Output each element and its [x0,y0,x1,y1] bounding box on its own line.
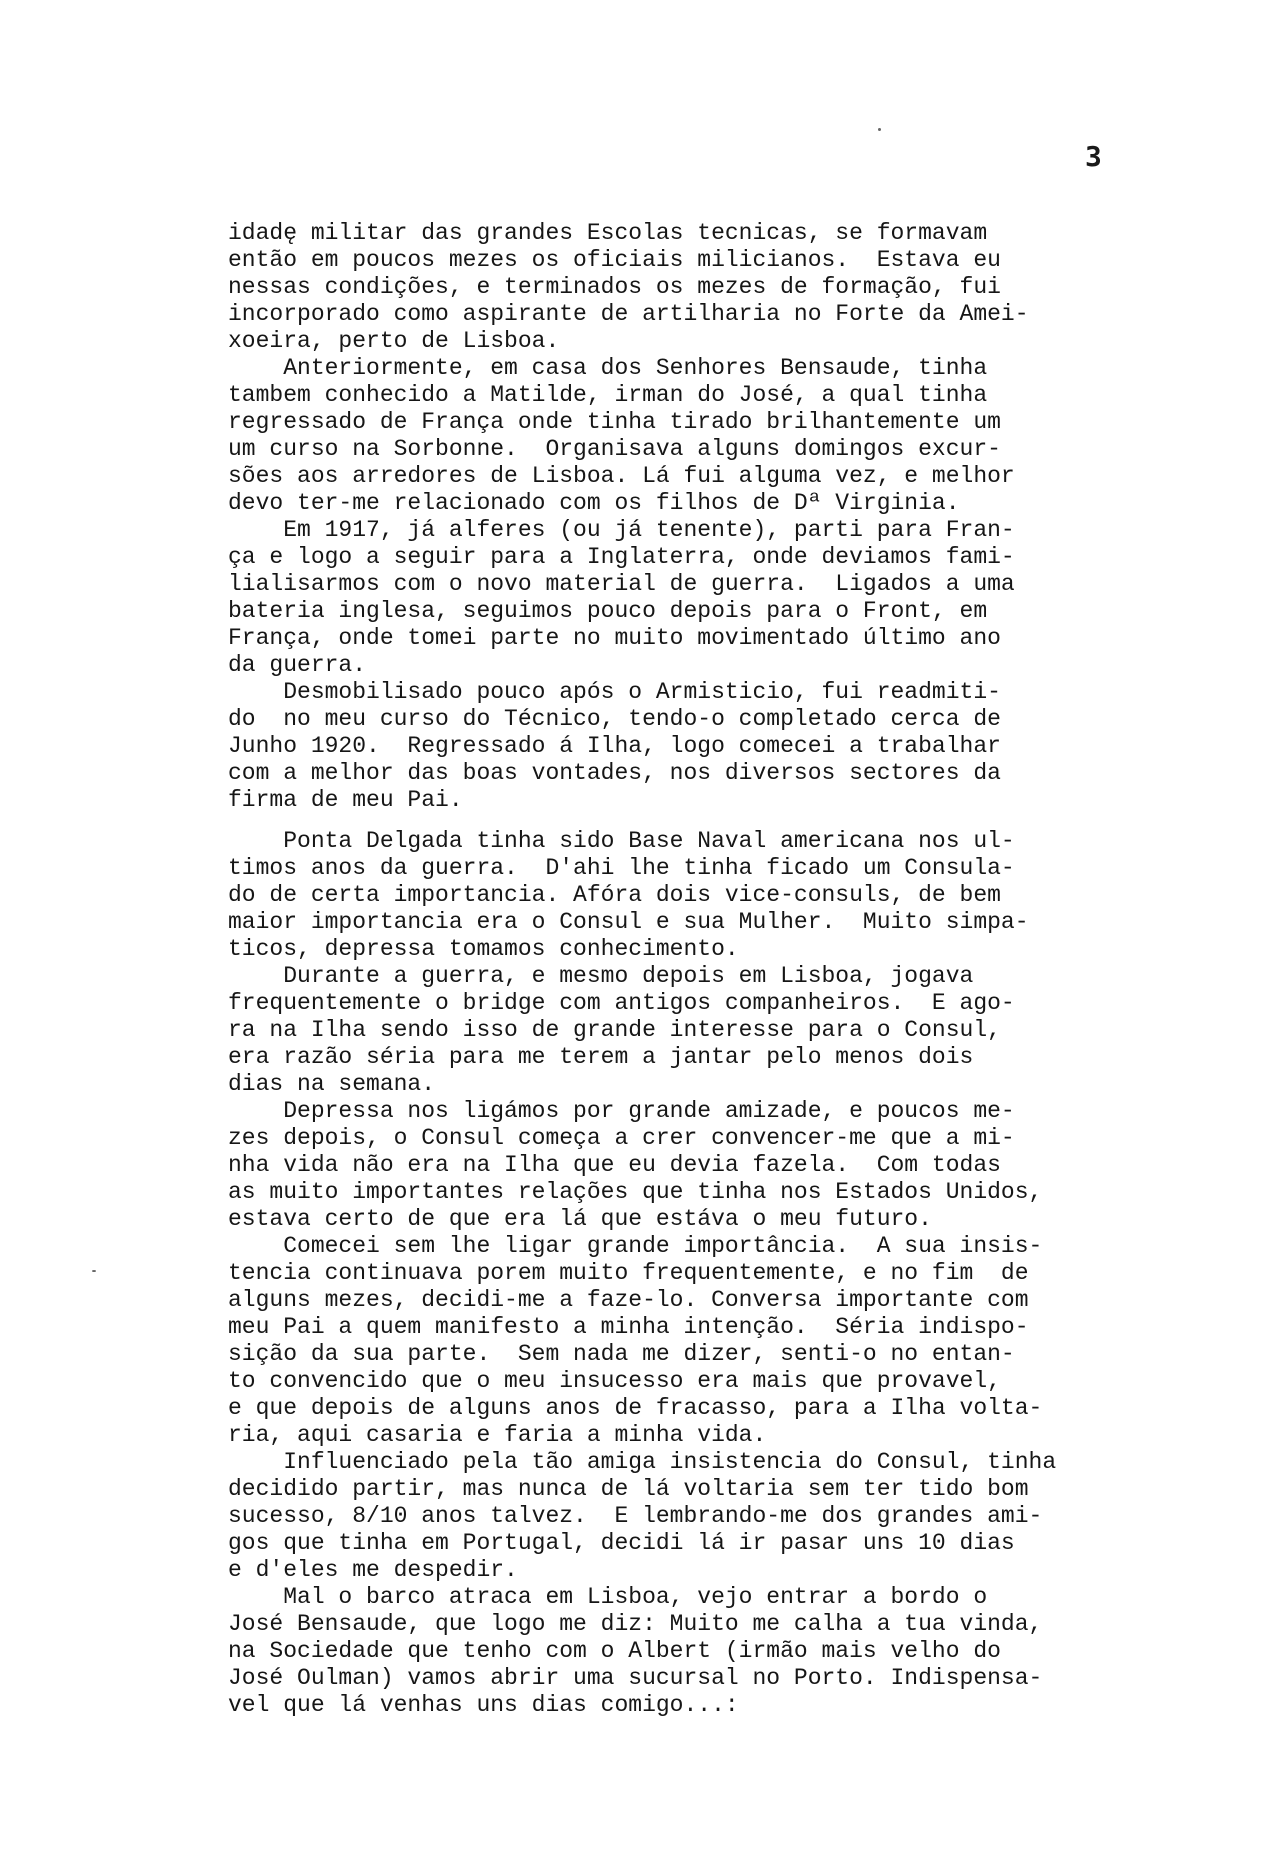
text-line: era razão séria para me terem a jantar pelo menos dois [228,1044,974,1070]
text-line: Depressa nos ligámos por grande amizade, e poucos me- [228,1098,1015,1124]
typewritten-text [228,220,1188,1719]
text-line: vel que lá venhas uns dias comigo...: [228,1692,739,1718]
text-line: então em poucos mezes os oficiais milicianos. Estava eu [228,247,1001,273]
paragraph [228,963,1188,1098]
text-line: as muito importantes relações que tinha nos Estados Unidos, [228,1179,1043,1205]
text-line: Junho 1920. Regressado á Ilha, logo comecei a trabalhar [228,733,1001,759]
text-line: bateria inglesa, seguimos pouco depois para o Front, em [228,598,988,624]
text-line: do no meu curso do Técnico, tendo-o completado cerca de [228,706,1001,732]
text-line: xoeira, perto de Lisboa. [228,328,560,354]
text-line: na Sociedade que tenho com o Albert (irmão mais velho do [228,1638,1001,1664]
page-number: 3 [1085,140,1102,173]
paper-speck [878,128,881,131]
text-line: devo ter-me relacionado com os filhos de Dª Virginia. [228,490,960,516]
text-line: Ponta Delgada tinha sido Base Naval americana nos ul- [228,828,1015,854]
text-line: Desmobilisado pouco após o Armisticio, fui readmiti- [228,679,1001,705]
text-line: ticos, depressa tomamos conhecimento. [228,936,739,962]
text-line: to convencido que o meu insucesso era mais que provavel, [228,1368,1001,1394]
text-line: um curso na Sorbonne. Organisava alguns domingos excur- [228,436,1001,462]
paragraph [228,679,1188,814]
text-line: sucesso, 8/10 anos talvez. E lembrando-me dos grandes ami- [228,1503,1043,1529]
text-line: do de certa importancia. Afóra dois vice-consuls, de bem [228,882,1001,908]
text-line: firma de meu Pai. [228,787,463,813]
text-line: França, onde tomei parte no muito movimentado último ano [228,625,1001,651]
text-line: tambem conhecido a Matilde, irman do José, a qual tinha [228,382,988,408]
text-line: Em 1917, já alferes (ou já tenente), parti para Fran- [228,517,1015,543]
text-line: decidido partir, mas nunca de lá voltaria sem ter tido bom [228,1476,1029,1502]
text-line: incorporado como aspirante de artilharia no Forte da Amei- [228,301,1029,327]
paragraph [228,355,1188,517]
text-line: Durante a guerra, e mesmo depois em Lisboa, jogava [228,963,974,989]
text-line: da guerra. [228,652,367,678]
text-line: regressado de França onde tinha tirado brilhantemente um [228,409,1001,435]
text-line: idadę militar das grandes Escolas tecnicas, se formavam [228,220,988,246]
text-line: meu Pai a quem manifesto a minha intenção. Séria indispo- [228,1314,1029,1340]
text-line: tencia continuava porem muito frequentemente, e no fim de [228,1260,1029,1286]
text-line: e d'eles me despedir. [228,1557,518,1583]
paragraph [228,220,1188,355]
text-line: frequentemente o bridge com antigos companheiros. E ago- [228,990,1015,1016]
paragraph [228,1584,1188,1719]
text-line: José Bensaude, que logo me diz: Muito me calha a tua vinda, [228,1611,1043,1637]
paragraph [228,1098,1188,1233]
text-line: dias na semana. [228,1071,436,1097]
text-line: ria, aqui casaria e faria a minha vida. [228,1422,767,1448]
paragraph [228,1233,1188,1449]
text-line: alguns mezes, decidi-me a faze-lo. Conversa importante com [228,1287,1029,1313]
text-line: ra na Ilha sendo isso de grande interesse para o Consul, [228,1017,1001,1043]
paragraph [228,828,1188,963]
paragraph-gap [228,814,1188,828]
text-line: e que depois de alguns anos de fracasso, para a Ilha volta- [228,1395,1043,1421]
text-line: Influenciado pela tão amiga insistencia do Consul, tinha [228,1449,1057,1475]
text-line: com a melhor das boas vontades, nos diversos sectores da [228,760,1001,786]
text-line: maior importancia era o Consul e sua Mulher. Muito simpa- [228,909,1029,935]
text-line: gos que tinha em Portugal, decidi lá ir pasar uns 10 dias [228,1530,1015,1556]
paper-speck [92,1270,96,1272]
text-line: José Oulman) vamos abrir uma sucursal no Porto. Indispensa- [228,1665,1043,1691]
text-line: ça e logo a seguir para a Inglaterra, onde deviamos fami- [228,544,1015,570]
text-line: Mal o barco atraca em Lisboa, vejo entrar a bordo o [228,1584,988,1610]
paragraph [228,517,1188,679]
text-line: sição da sua parte. Sem nada me dizer, senti-o no entan- [228,1341,1015,1367]
text-line: sões aos arredores de Lisboa. Lá fui alguma vez, e melhor [228,463,1015,489]
text-line: Comecei sem lhe ligar grande importância. A sua insis- [228,1233,1043,1259]
text-line: nha vida não era na Ilha que eu devia fazela. Com todas [228,1152,1001,1178]
text-line: timos anos da guerra. D'ahi lhe tinha ficado um Consula- [228,855,1015,881]
paragraph [228,1449,1188,1584]
text-line: estava certo de que era lá que estáva o meu futuro. [228,1206,932,1232]
text-line: Anteriormente, em casa dos Senhores Bensaude, tinha [228,355,988,381]
text-line: nessas condições, e terminados os mezes de formação, fui [228,274,1001,300]
text-line: lialisarmos com o novo material de guerra. Ligados a uma [228,571,1015,597]
text-line: zes depois, o Consul começa a crer convencer-me que a mi- [228,1125,1015,1151]
